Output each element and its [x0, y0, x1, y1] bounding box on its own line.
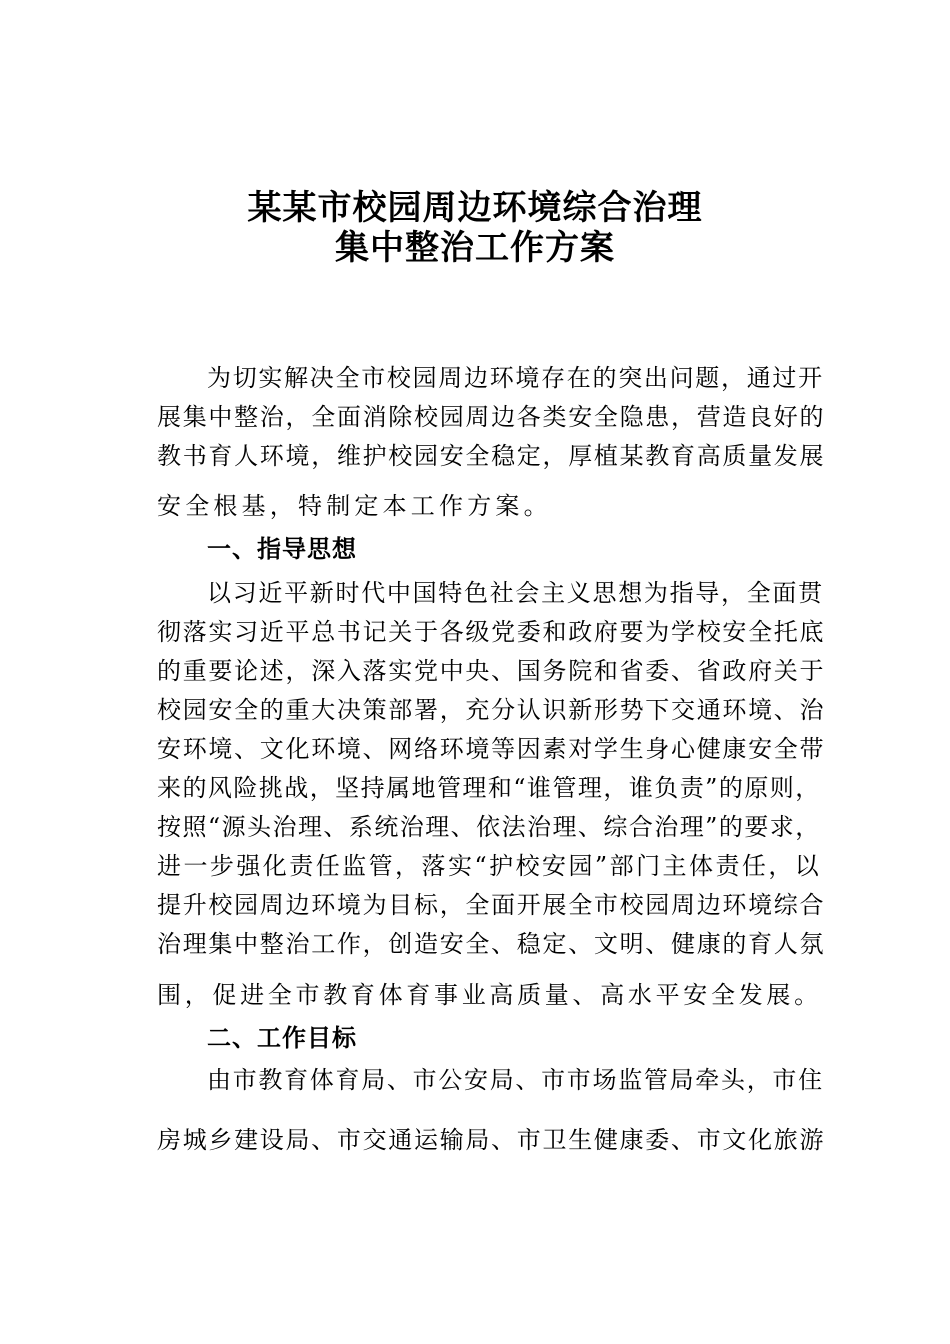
intro-line-4: 安全根基，特制定本工作方案。 — [157, 492, 552, 520]
section2-line-1: 由市教育体育局、市公安局、市市场监管局牵头，市住 — [207, 1066, 824, 1094]
section1-line-6: 来的风险挑战，坚持属地管理和“谁管理，谁负责”的原则， — [157, 774, 821, 802]
section1-line-1: 以习近平新时代中国特色社会主义思想为指导，全面贯 — [207, 579, 824, 607]
intro-line-3: 教书育人环境，维护校园安全稳定，厚植某教育高质量发展 — [157, 442, 826, 470]
section1-line-11: 围，促进全市教育体育事业高质量、高水平安全发展。 — [157, 981, 822, 1009]
section1-line-5: 安环境、文化环境、网络环境等因素对学生身心健康安全带 — [157, 735, 826, 763]
intro-line-2: 展集中整治，全面消除校园周边各类安全隐患，营造良好的 — [157, 403, 826, 431]
section1-line-4: 校园安全的重大决策部署，充分认识新形势下交通环境、治 — [157, 696, 826, 724]
title-line-2: 集中整治工作方案 — [335, 228, 615, 268]
section1-line-3: 的重要论述，深入落实党中央、国务院和省委、省政府关于 — [157, 657, 826, 685]
section1-line-9: 提升校园周边环境为目标，全面开展全市校园周边环境综合 — [157, 891, 826, 919]
title-line-1: 某某市校园周边环境综合治理 — [247, 188, 703, 228]
section2-line-2: 房城乡建设局、市交通运输局、市卫生健康委、市文化旅游 — [157, 1126, 826, 1154]
section1-line-10: 治理集中整治工作，创造安全、稳定、文明、健康的育人氛 — [157, 930, 826, 958]
document-title — [0, 188, 950, 268]
section-heading-work-goals: 二、工作目标 — [207, 1024, 357, 1052]
section1-line-7: 按照“源头治理、系统治理、依法治理、综合治理”的要求， — [157, 813, 821, 841]
section1-line-2: 彻落实习近平总书记关于各级党委和政府要为学校安全托底 — [157, 618, 826, 646]
section1-line-8: 进一步强化责任监管，落实“护校安园”部门主体责任，以 — [157, 852, 822, 880]
intro-line-1: 为切实解决全市校园周边环境存在的突出问题，通过开 — [207, 364, 824, 392]
section-heading-guiding-ideology: 一、指导思想 — [207, 535, 357, 563]
